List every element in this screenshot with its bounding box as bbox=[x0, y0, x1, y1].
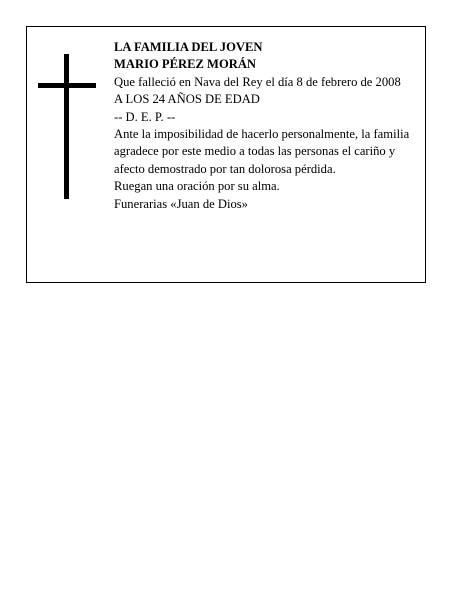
cross-vertical-bar bbox=[64, 54, 69, 199]
notice-text bbox=[114, 39, 420, 213]
deceased-name: MARIO PÉREZ MORÁN bbox=[114, 57, 257, 72]
cross-horizontal-bar bbox=[38, 83, 96, 88]
death-info: Que falleció en Nava del Rey el día 8 de febrero de 2008 bbox=[114, 74, 401, 89]
rip-line: -- D. E. P. -- bbox=[114, 109, 176, 124]
funeral-home: Funerarias «Juan de Dios» bbox=[114, 196, 248, 211]
gratitude-paragraph: Ante la imposibilidad de hacerlo personalmente, la familia agradece por este medio a todas las personas el cariño y afecto demostrado por tan dolorosa pérdida. bbox=[114, 127, 410, 176]
age-at-death: A LOS 24 AÑOS DE EDAD bbox=[114, 92, 260, 107]
obituary-notice bbox=[26, 26, 426, 283]
prayer-request: Ruegan una oración por su alma. bbox=[114, 179, 280, 194]
cross-icon bbox=[37, 54, 97, 199]
notice-heading-line1: LA FAMILIA DEL JOVEN bbox=[114, 40, 263, 54]
